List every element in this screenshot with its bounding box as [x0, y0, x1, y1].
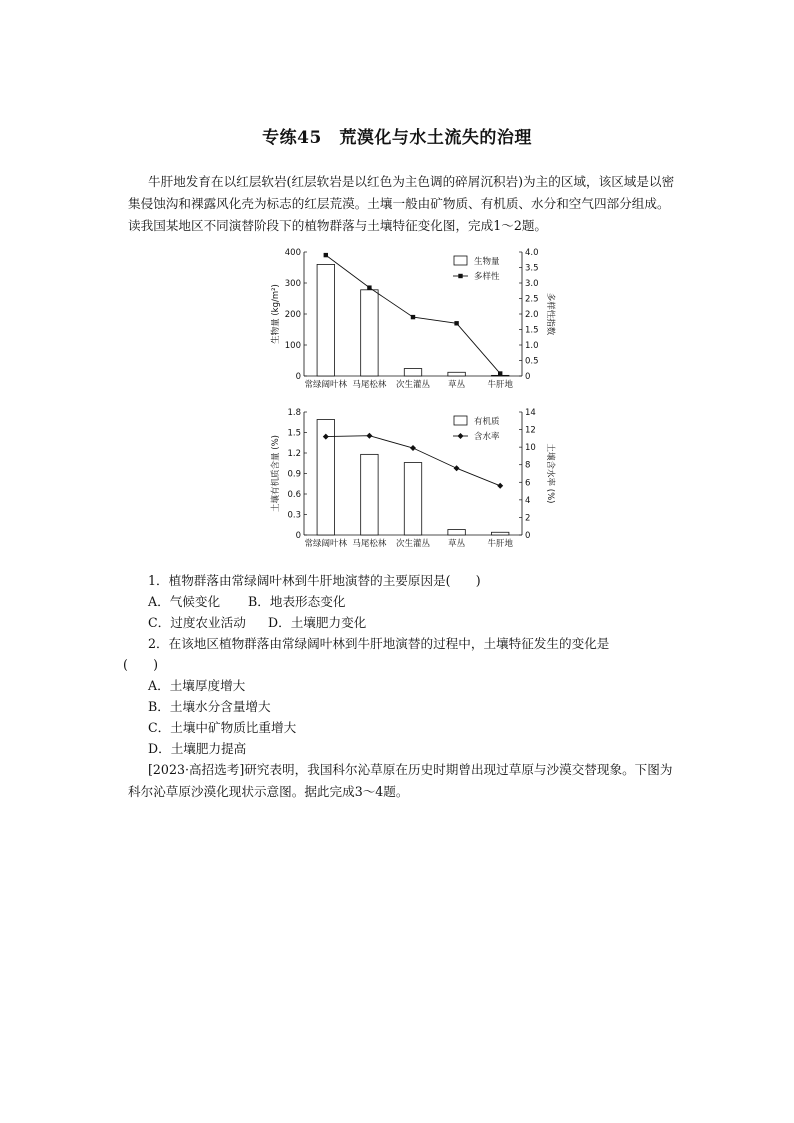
y-right-tick-label: 4: [525, 495, 531, 506]
x-category-label: 马尾松林: [352, 380, 387, 390]
outro-paragraph: [128, 759, 680, 803]
y-tick-label: 1.2: [287, 449, 301, 459]
chart1-axes: [304, 252, 522, 376]
legend-line-label: 含水率: [474, 432, 500, 442]
x-category-label: 常绿阔叶林: [304, 380, 348, 390]
q2-option-d[interactable]: D．土壤肥力提高: [148, 741, 247, 756]
bar: [404, 369, 421, 376]
q1-stem: 1．植物群落由常绿阔叶林到牛肝地演替的主要原因是( ): [148, 573, 481, 588]
q1-option-b[interactable]: B．地表形态变化: [248, 594, 346, 609]
y-right-tick-label: 0: [525, 372, 531, 382]
y-right-tick-label: 10: [525, 443, 536, 454]
page-title: 专练45 荒漠化与水土流失的治理: [262, 128, 532, 148]
y-right-tick-label: 2.5: [525, 294, 539, 305]
point-marker: [497, 483, 503, 489]
y-tick-label: 0: [295, 531, 301, 541]
y-right-tick-label: 14: [525, 408, 536, 418]
point-marker: [411, 315, 415, 319]
y-tick-label: 300: [284, 279, 301, 289]
y-right-tick-label: 6: [525, 478, 531, 489]
x-category-label: 常绿阔叶林: [304, 539, 348, 549]
y-right-axis-title: 土壤含水率 (%): [545, 443, 555, 504]
y-axis-title: 生物量 (kg/m²): [271, 284, 281, 344]
y-right-tick-label: 2: [525, 513, 531, 524]
x-category-label: 牛肝地: [487, 380, 513, 390]
y-tick-label: 0.3: [287, 510, 301, 521]
x-category-label: 次生灌丛: [395, 539, 431, 549]
q1-option-a[interactable]: A．气候变化: [148, 594, 221, 609]
point-marker: [410, 445, 416, 451]
y-tick-label: 1.5: [287, 428, 301, 439]
bar: [361, 454, 378, 535]
y-tick-label: 0.9: [287, 469, 301, 480]
x-category-label: 牛肝地: [487, 539, 513, 549]
q2-option-c[interactable]: C．土壤中矿物质比重增大: [148, 720, 297, 735]
point-marker: [454, 465, 460, 471]
x-category-label: 草丛: [448, 380, 466, 390]
point-marker: [367, 285, 371, 289]
x-category-label: 次生灌丛: [395, 380, 431, 390]
point-marker: [324, 253, 328, 257]
chart-biomass-diversity: [258, 244, 558, 394]
legend-marker: [458, 274, 462, 278]
bar: [491, 532, 508, 535]
y-tick-label: 1.8: [287, 408, 301, 418]
y-right-tick-label: 2.0: [525, 310, 539, 320]
bar: [361, 290, 378, 376]
outro-text: [2023·高招选考]研究表明，我国科尔沁草原在历史时期曾出现过草原与沙漠交替现象。下图为科尔沁草原沙漠化现状示意图。据此完成3～4题。: [128, 762, 673, 799]
y-right-tick-label: 0.5: [525, 356, 539, 367]
legend-bar-swatch: [454, 416, 467, 425]
q2-stem: 2．在该地区植物群落由常绿阔叶林到牛肝地演替的过程中，土壤特征发生的变化是: [148, 636, 610, 651]
y-right-tick-label: 12: [525, 425, 536, 436]
legend-marker: [458, 433, 464, 439]
q1-option-d[interactable]: D．土壤肥力变化: [268, 615, 367, 630]
bar: [404, 463, 421, 535]
y-right-tick-label: 3.0: [525, 279, 539, 289]
legend-bar-swatch: [454, 256, 467, 265]
q2-option-a[interactable]: A．土壤厚度增大: [148, 678, 246, 693]
legend-bar-label: 有机质: [474, 417, 500, 427]
q1-option-c[interactable]: C．过度农业活动: [148, 615, 246, 630]
x-category-label: 草丛: [448, 539, 466, 549]
bar: [317, 264, 334, 376]
chart2-legend: [453, 416, 500, 442]
chart1-legend: [453, 256, 500, 282]
x-category-label: 马尾松林: [352, 539, 387, 549]
y-tick-label: 200: [284, 310, 301, 320]
y-tick-label: 100: [284, 341, 301, 351]
y-tick-label: 0: [295, 372, 301, 382]
y-tick-label: 400: [284, 248, 301, 258]
y-tick-label: 0.6: [287, 490, 301, 500]
y-right-tick-label: 8: [525, 460, 531, 471]
q2-option-b[interactable]: B．土壤水分含量增大: [148, 699, 271, 714]
point-marker: [498, 371, 502, 375]
intro-paragraph: [128, 171, 676, 237]
y-right-tick-label: 3.5: [525, 263, 539, 274]
y-axis-title: 土壤有机质含量 (%): [271, 435, 281, 512]
chart-organic-moisture: [258, 404, 558, 556]
point-marker: [454, 321, 458, 325]
bar: [448, 372, 465, 376]
bar: [448, 530, 465, 535]
y-right-tick-label: 1.0: [525, 341, 539, 351]
point-marker: [366, 433, 372, 439]
y-right-tick-label: 0: [525, 531, 531, 541]
y-right-tick-label: 1.5: [525, 325, 539, 336]
q2-paren: ( ): [123, 657, 159, 672]
legend-line-label: 多样性: [474, 272, 500, 282]
legend-bar-label: 生物量: [474, 257, 500, 267]
y-right-tick-label: 4.0: [525, 248, 539, 258]
y-right-axis-title: 多样性指数: [545, 292, 555, 336]
intro-text: 牛肝地发育在以红层软岩(红层软岩是以红色为主色调的碎屑沉积岩)为主的区域，该区域是以密集侵蚀沟和裸露风化壳为标志的红层荒漠。土壤一般由矿物质、有机质、水分和空气四部分组成。读我国某地区不同演替阶段下的植物群落与土壤特征变化图，完成1～2题。: [128, 174, 675, 233]
